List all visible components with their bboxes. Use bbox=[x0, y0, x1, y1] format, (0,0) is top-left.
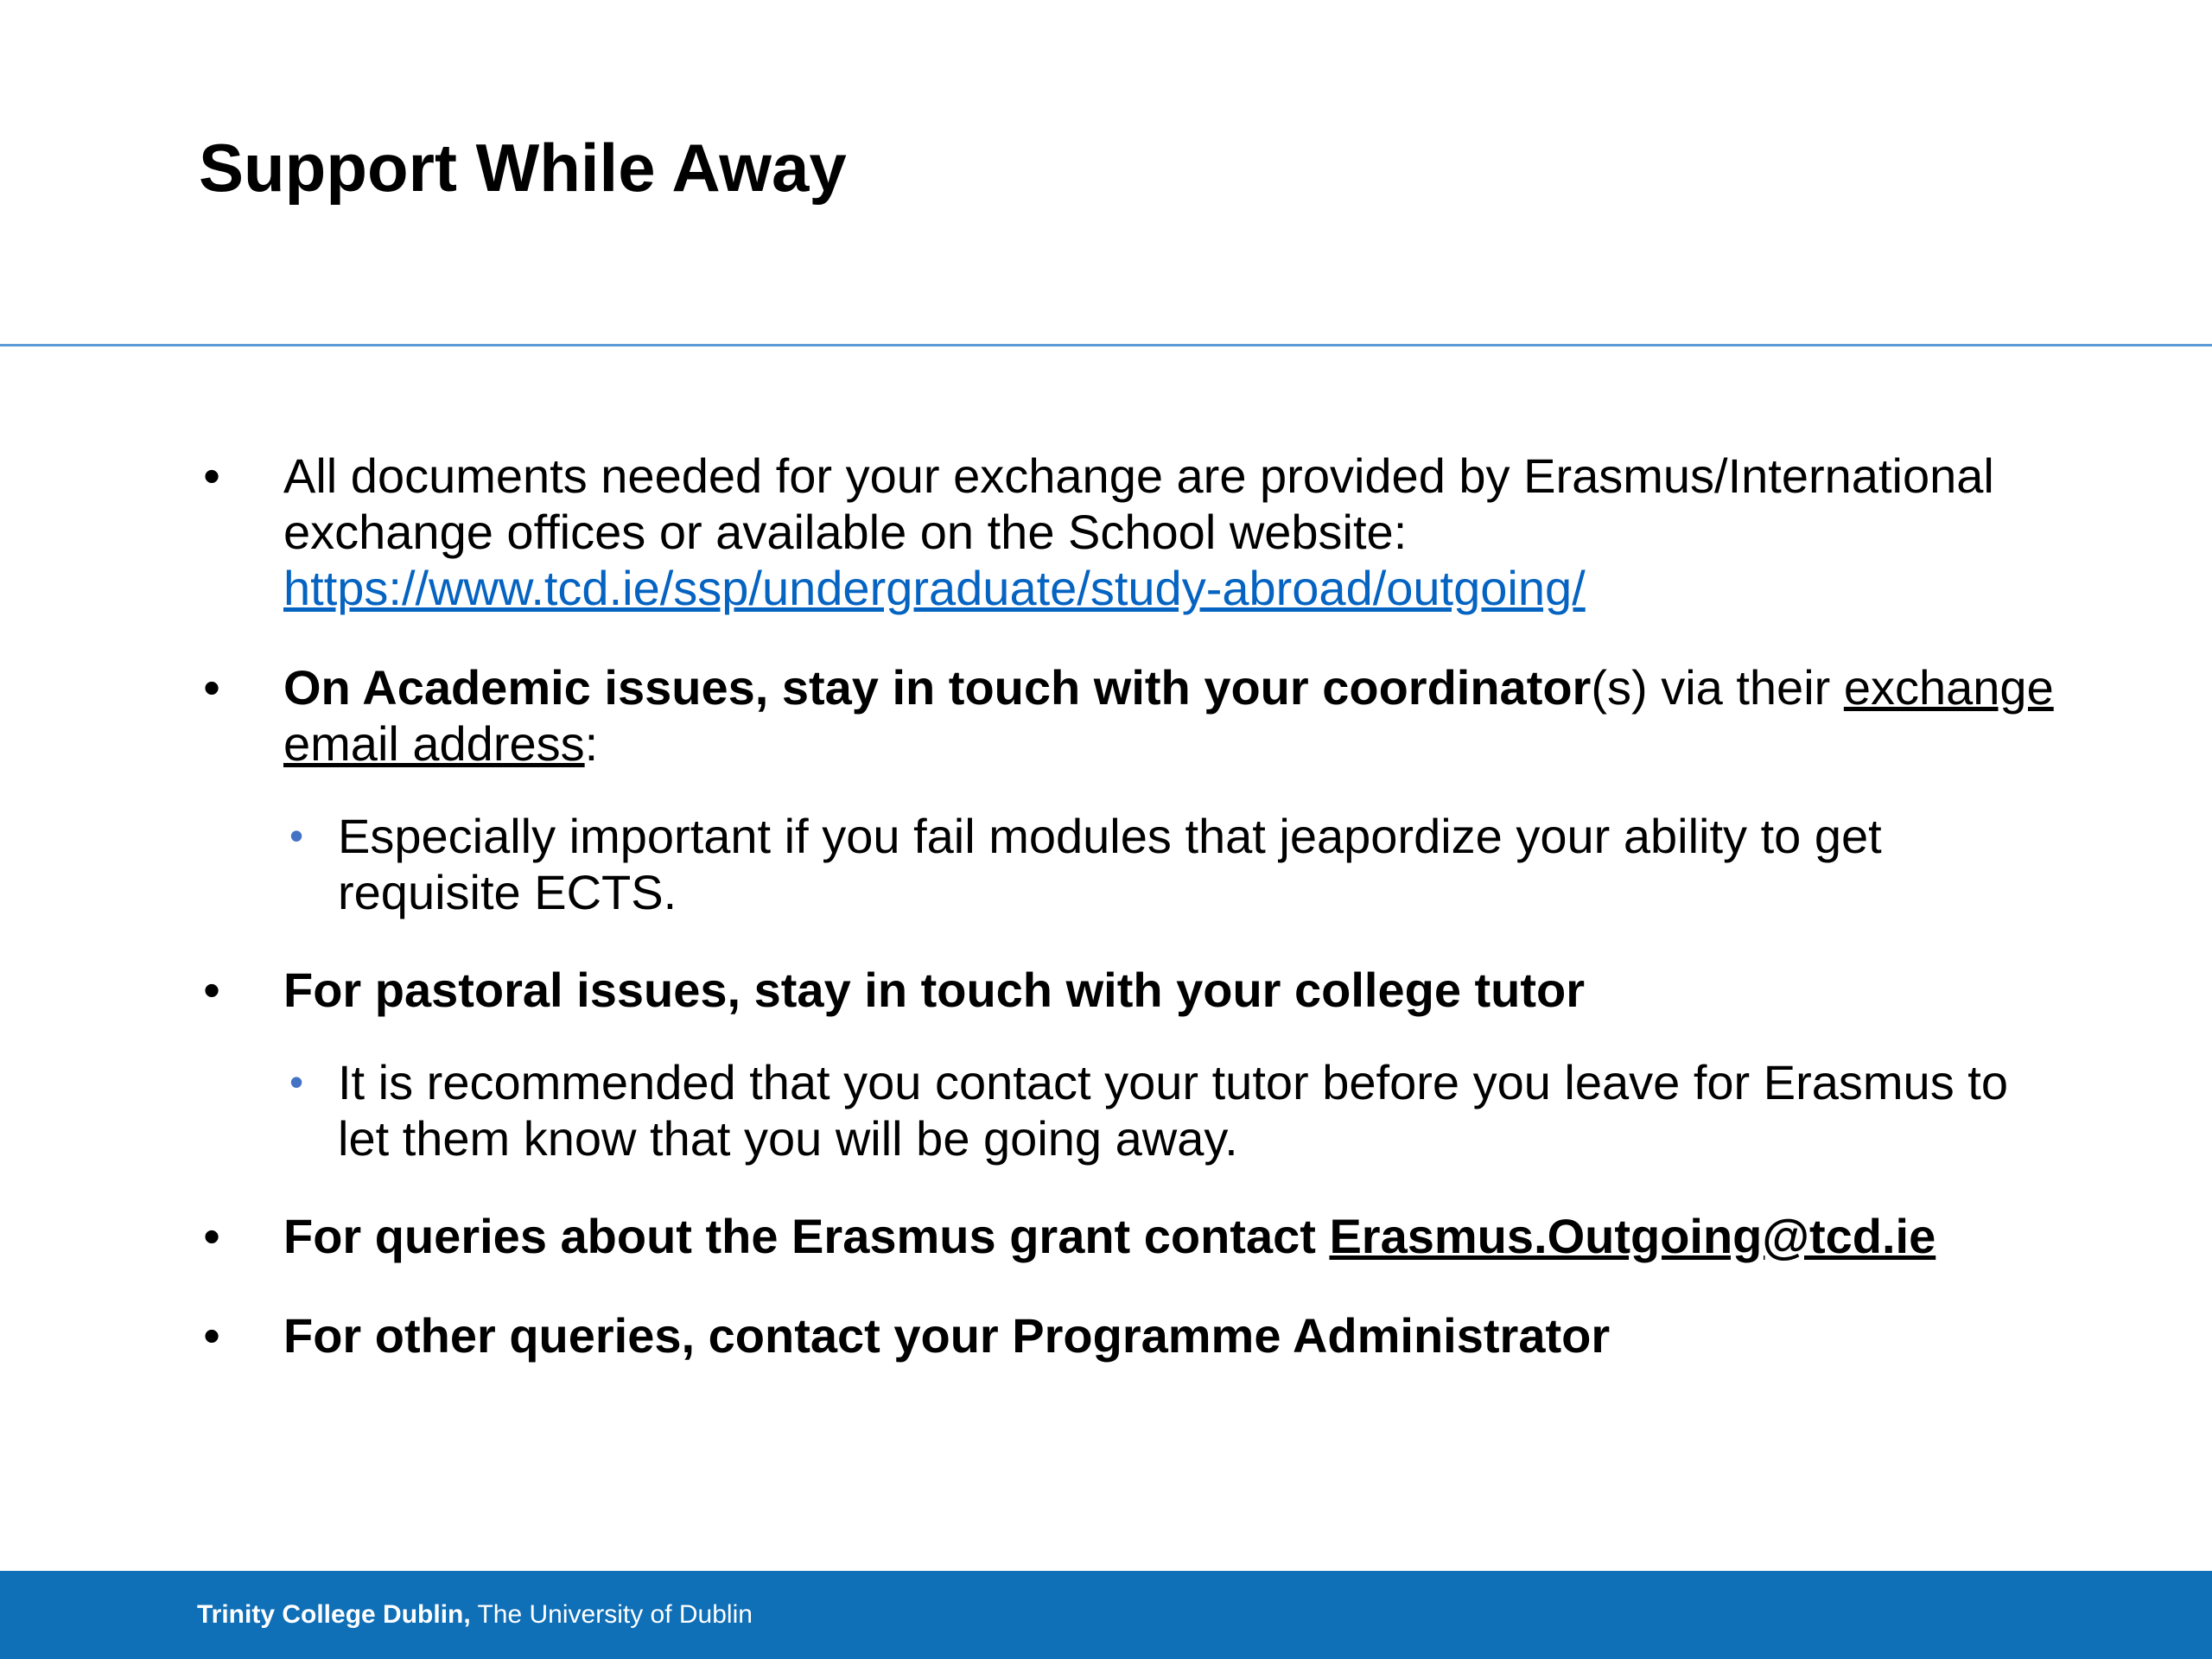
sub-bullet-ects bbox=[199, 808, 2056, 920]
bullet-academic-tail: : bbox=[584, 716, 599, 771]
footer-text bbox=[197, 1600, 753, 1630]
bullet-marker: • bbox=[203, 963, 220, 1017]
sub-bullet-tutor bbox=[199, 1054, 2056, 1166]
bullet-marker: • bbox=[203, 1209, 220, 1263]
bullet-other-bold: For other queries, contact your Programme Administrator bbox=[283, 1308, 1611, 1363]
slide-content bbox=[199, 448, 2056, 1407]
bullet-marker: • bbox=[203, 660, 220, 715]
bullet-grant bbox=[199, 1208, 2056, 1264]
school-website-link[interactable]: https://www.tcd.ie/ssp/undergraduate/study-abroad/outgoing/ bbox=[283, 561, 1586, 615]
bullet-grant-bold: For queries about the Erasmus grant contact bbox=[283, 1209, 1330, 1263]
exchange-email-label: exchange email address bbox=[283, 660, 2054, 771]
footer-bar bbox=[0, 1571, 2212, 1659]
footer-institution: Trinity College Dublin, bbox=[197, 1600, 471, 1629]
erasmus-email-link[interactable]: Erasmus.Outgoing@tcd.ie bbox=[1329, 1209, 1936, 1263]
title-divider bbox=[0, 344, 2212, 346]
bullet-academic-text: (s) via their bbox=[1591, 660, 1844, 715]
bullet-other bbox=[199, 1307, 2056, 1363]
slide-title: Support While Away bbox=[199, 130, 847, 206]
bullet-documents bbox=[199, 448, 2056, 616]
bullet-academic-bold: On Academic issues, stay in touch with your coordinator bbox=[283, 660, 1592, 715]
sub-bullet-ects-text: Especially important if you fail modules that jeapordize your ability to get requisite ECTS. bbox=[338, 809, 1882, 919]
footer-subtitle: The University of Dublin bbox=[470, 1600, 753, 1629]
bullet-documents-text: All documents needed for your exchange are provided by Erasmus/International exchange offices or available on the School website: bbox=[283, 448, 1994, 559]
bullet-academic bbox=[199, 659, 2056, 772]
bullet-pastoral bbox=[199, 962, 2056, 1018]
sub-bullet-marker: • bbox=[289, 1059, 304, 1104]
sub-bullet-marker: • bbox=[289, 813, 304, 858]
bullet-marker: • bbox=[203, 1308, 220, 1363]
bullet-pastoral-bold: For pastoral issues, stay in touch with your college tutor bbox=[283, 963, 1586, 1017]
sub-bullet-tutor-text: It is recommended that you contact your tutor before you leave for Erasmus to let them know that you will be going away. bbox=[338, 1055, 2008, 1166]
bullet-marker: • bbox=[203, 448, 220, 503]
